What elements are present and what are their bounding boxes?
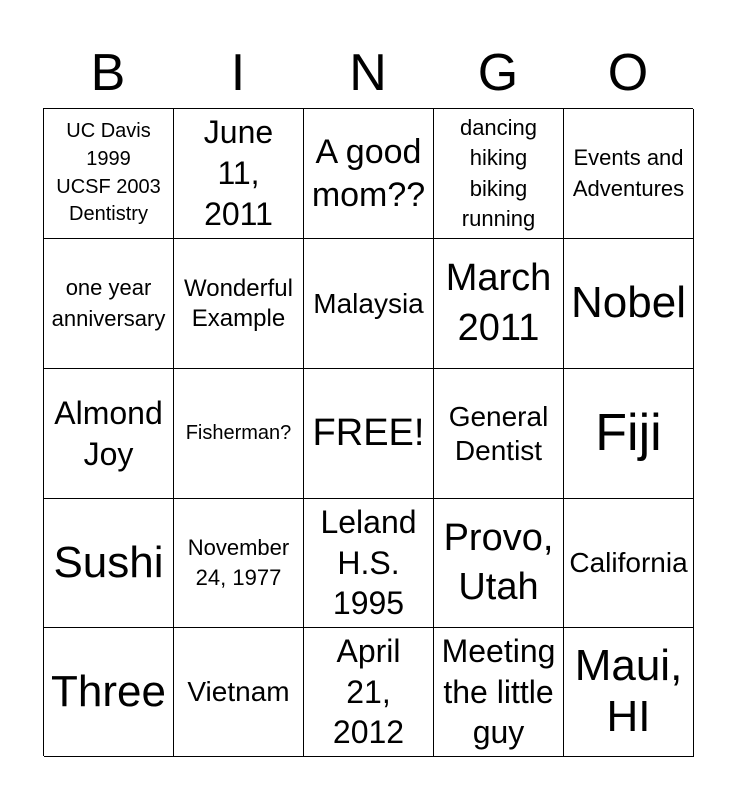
bingo-cell[interactable] (564, 628, 694, 757)
bingo-cell[interactable] (434, 109, 564, 239)
header-letter-n: N (349, 44, 387, 102)
header-letter-o: O (607, 44, 649, 102)
cell-label: Sushi (53, 537, 164, 587)
bingo-cell[interactable] (304, 369, 434, 499)
cell-label: FREE! (312, 411, 425, 454)
bingo-cell[interactable] (304, 628, 434, 757)
cell-label: Fisherman? (185, 421, 292, 444)
cell-label: California (569, 547, 688, 579)
bingo-cell[interactable] (174, 628, 304, 757)
bingo-cell[interactable] (564, 239, 694, 369)
cell-label: Meeting the little guy (441, 632, 556, 751)
cell-label: A good mom?? (311, 133, 426, 214)
bingo-cell[interactable] (174, 109, 304, 239)
bingo-cell[interactable] (44, 239, 174, 369)
bingo-cell[interactable] (434, 628, 564, 757)
cell-label: March 2011 (445, 257, 552, 349)
cell-label: April 21, 2012 (332, 632, 405, 751)
cell-label: General Dentist (448, 400, 549, 466)
cell-label: Malaysia (313, 287, 424, 319)
bingo-cell[interactable] (564, 499, 694, 628)
cell-label: Events and Adventures (572, 145, 685, 201)
bingo-cell[interactable] (564, 369, 694, 499)
bingo-board (43, 108, 693, 756)
bingo-cell[interactable] (174, 499, 304, 628)
bingo-cell[interactable] (434, 369, 564, 499)
cell-label: dancing hiking biking running (459, 114, 538, 231)
header-letter-b: B (90, 44, 126, 102)
bingo-cell[interactable] (44, 369, 174, 499)
cell-label: Maui, HI (574, 641, 683, 741)
cell-label: UC Davis 1999 UCSF 2003 Dentistry (56, 120, 161, 226)
cell-label: Fiji (595, 403, 662, 462)
cell-label: Wonderful Example (184, 275, 293, 332)
bingo-cell[interactable] (174, 239, 304, 369)
bingo-cell[interactable] (304, 109, 434, 239)
bingo-cell[interactable] (564, 109, 694, 239)
cell-label: one year anniversary (51, 275, 166, 331)
cell-label: Three (51, 666, 166, 716)
bingo-cell[interactable] (434, 239, 564, 369)
cell-label: June 11, 2011 (203, 114, 274, 232)
header-letter-g: G (477, 44, 519, 102)
bingo-cell[interactable] (304, 239, 434, 369)
cell-label: Vietnam (187, 676, 290, 708)
cell-label: November 24, 1977 (187, 534, 290, 590)
bingo-cell[interactable] (434, 499, 564, 628)
bingo-cell[interactable] (304, 499, 434, 628)
header-letter-i: I (230, 44, 246, 102)
bingo-cell[interactable] (44, 628, 174, 757)
bingo-cell[interactable] (174, 369, 304, 499)
bingo-cell[interactable] (44, 109, 174, 239)
bingo-cell[interactable] (44, 499, 174, 628)
cell-label: Almond Joy (54, 394, 163, 472)
bingo-header (43, 38, 693, 108)
cell-label: Nobel (571, 278, 686, 328)
cell-label: Leland H.S. 1995 (320, 503, 417, 622)
cell-label: Provo, Utah (443, 516, 554, 608)
